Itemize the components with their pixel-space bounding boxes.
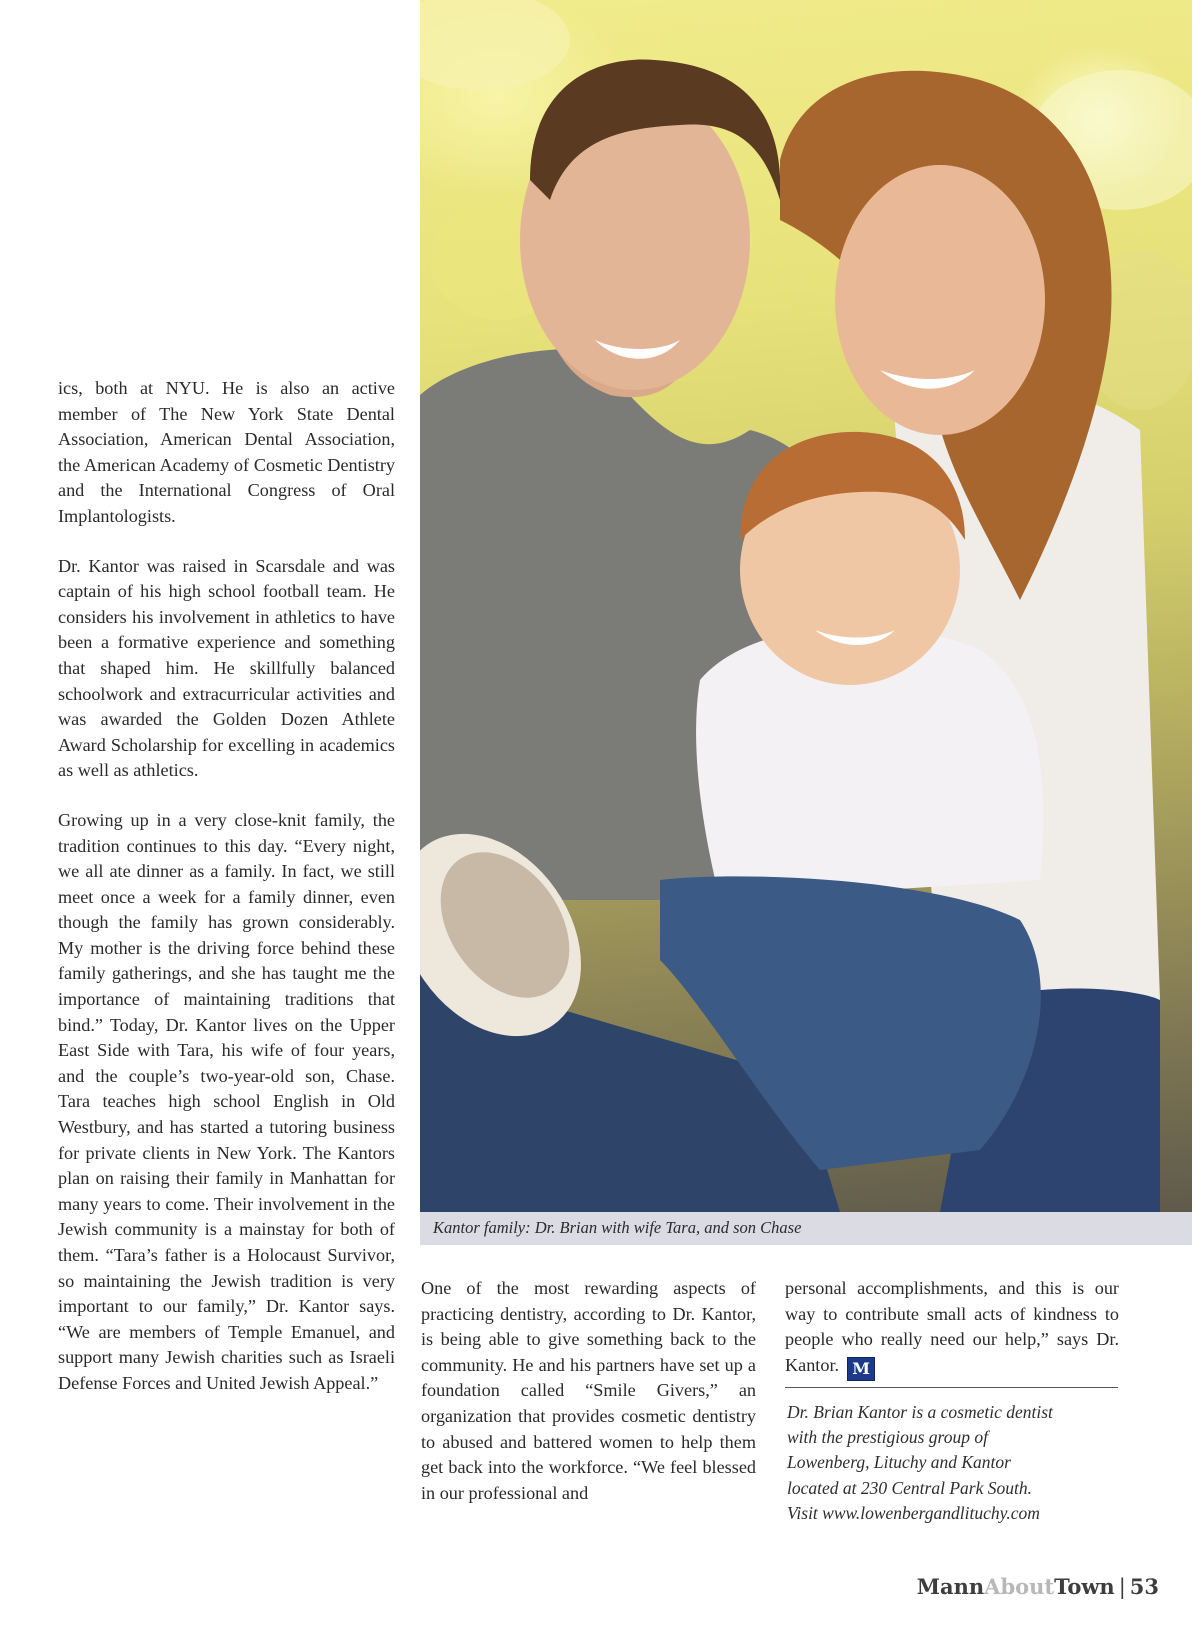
bio-line: located at 230 Central Park South.	[787, 1477, 1032, 1498]
right-column-text: personal accomplishments, and this is our way to contribute small acts of kindness to people who really need our help,” says Dr. Kantor.	[785, 1278, 1119, 1375]
brand-town: Town	[1054, 1574, 1115, 1599]
bio-line: Dr. Brian Kantor is a cosmetic dentist	[787, 1402, 1053, 1422]
paragraph-memberships: ics, both at NYU. He is also an active member of The New York State Dental Association, American Dental Association, the American Academy of Cosmetic Dentistry and the International Congress of Oral Implantologists.	[58, 378, 395, 526]
divider	[785, 1387, 1118, 1388]
family-photo-illustration	[420, 0, 1192, 1212]
paragraph-upbringing: Dr. Kantor was raised in Scarsdale and was captain of his high school football team. He considers his involvement in athletics to have been a formative experience and something that shaped him. He skillfully balanced schoolwork and extracurricular activities and was awarded the Golden Dozen Athlete Award Scholarship for excelling in academics as well as athletics.	[58, 555, 395, 781]
bio-line: with the prestigious group of	[787, 1427, 988, 1448]
author-bio	[787, 1400, 1122, 1526]
paragraph-family: Growing up in a very close-knit family, the tradition continues to this day. “Every night, we all ate dinner as a family. In fact, we still meet once a week for a family dinner, even though the family has grown considerably. My mother is the driving force behind these family gatherings, and she has taught me the importance of maintaining traditions that bind.” Today, Dr. Kantor lives on the Upper East Side with Tara, his wife of four years, and the couple’s two-year-old son, Chase. Tara teaches high school English in Old Westbury, and has started a tutoring business for private clients in New York. The Kantors plan on raising their family in Manhattan for many years to come. Their involvement in the Jewish community is a mainstay for both of them. “Tara’s father is a Holocaust Survivor, so maintaining the Jewish tradition is very important to our family,” Dr. Kantor says. “We are members of Temple Emanuel, and support many Jewish charities such as Israeli Defense Forces and United Jewish Appeal.”	[58, 809, 395, 1393]
end-mark-icon: M	[847, 1357, 875, 1381]
brand-about: About	[984, 1574, 1055, 1599]
brand-mann: Mann	[916, 1574, 985, 1599]
family-photo	[420, 0, 1192, 1212]
bio-link[interactable]: Visit www.lowenbergandlituchy.com	[787, 1502, 1040, 1523]
footer-separator: |	[1118, 1575, 1126, 1599]
photo-caption: Kantor family: Dr. Brian with wife Tara, and son Chase	[433, 1218, 802, 1237]
page-number: 53	[1129, 1574, 1159, 1599]
page-footer	[917, 1572, 1159, 1602]
bio-line: Lowenberg, Lituchy and Kantor	[787, 1452, 1011, 1473]
left-column	[58, 376, 395, 1421]
middle-column: One of the most rewarding aspects of practicing dentistry, according to Dr. Kantor, is being able to give something back to the community. He and his partners have set up a foundation called “Smile Givers,” an organization that provides cosmetic dentistry to abused and battered women to help them get back into the workforce. “We feel blessed in our professional and	[421, 1278, 756, 1503]
right-column	[785, 1276, 1119, 1381]
